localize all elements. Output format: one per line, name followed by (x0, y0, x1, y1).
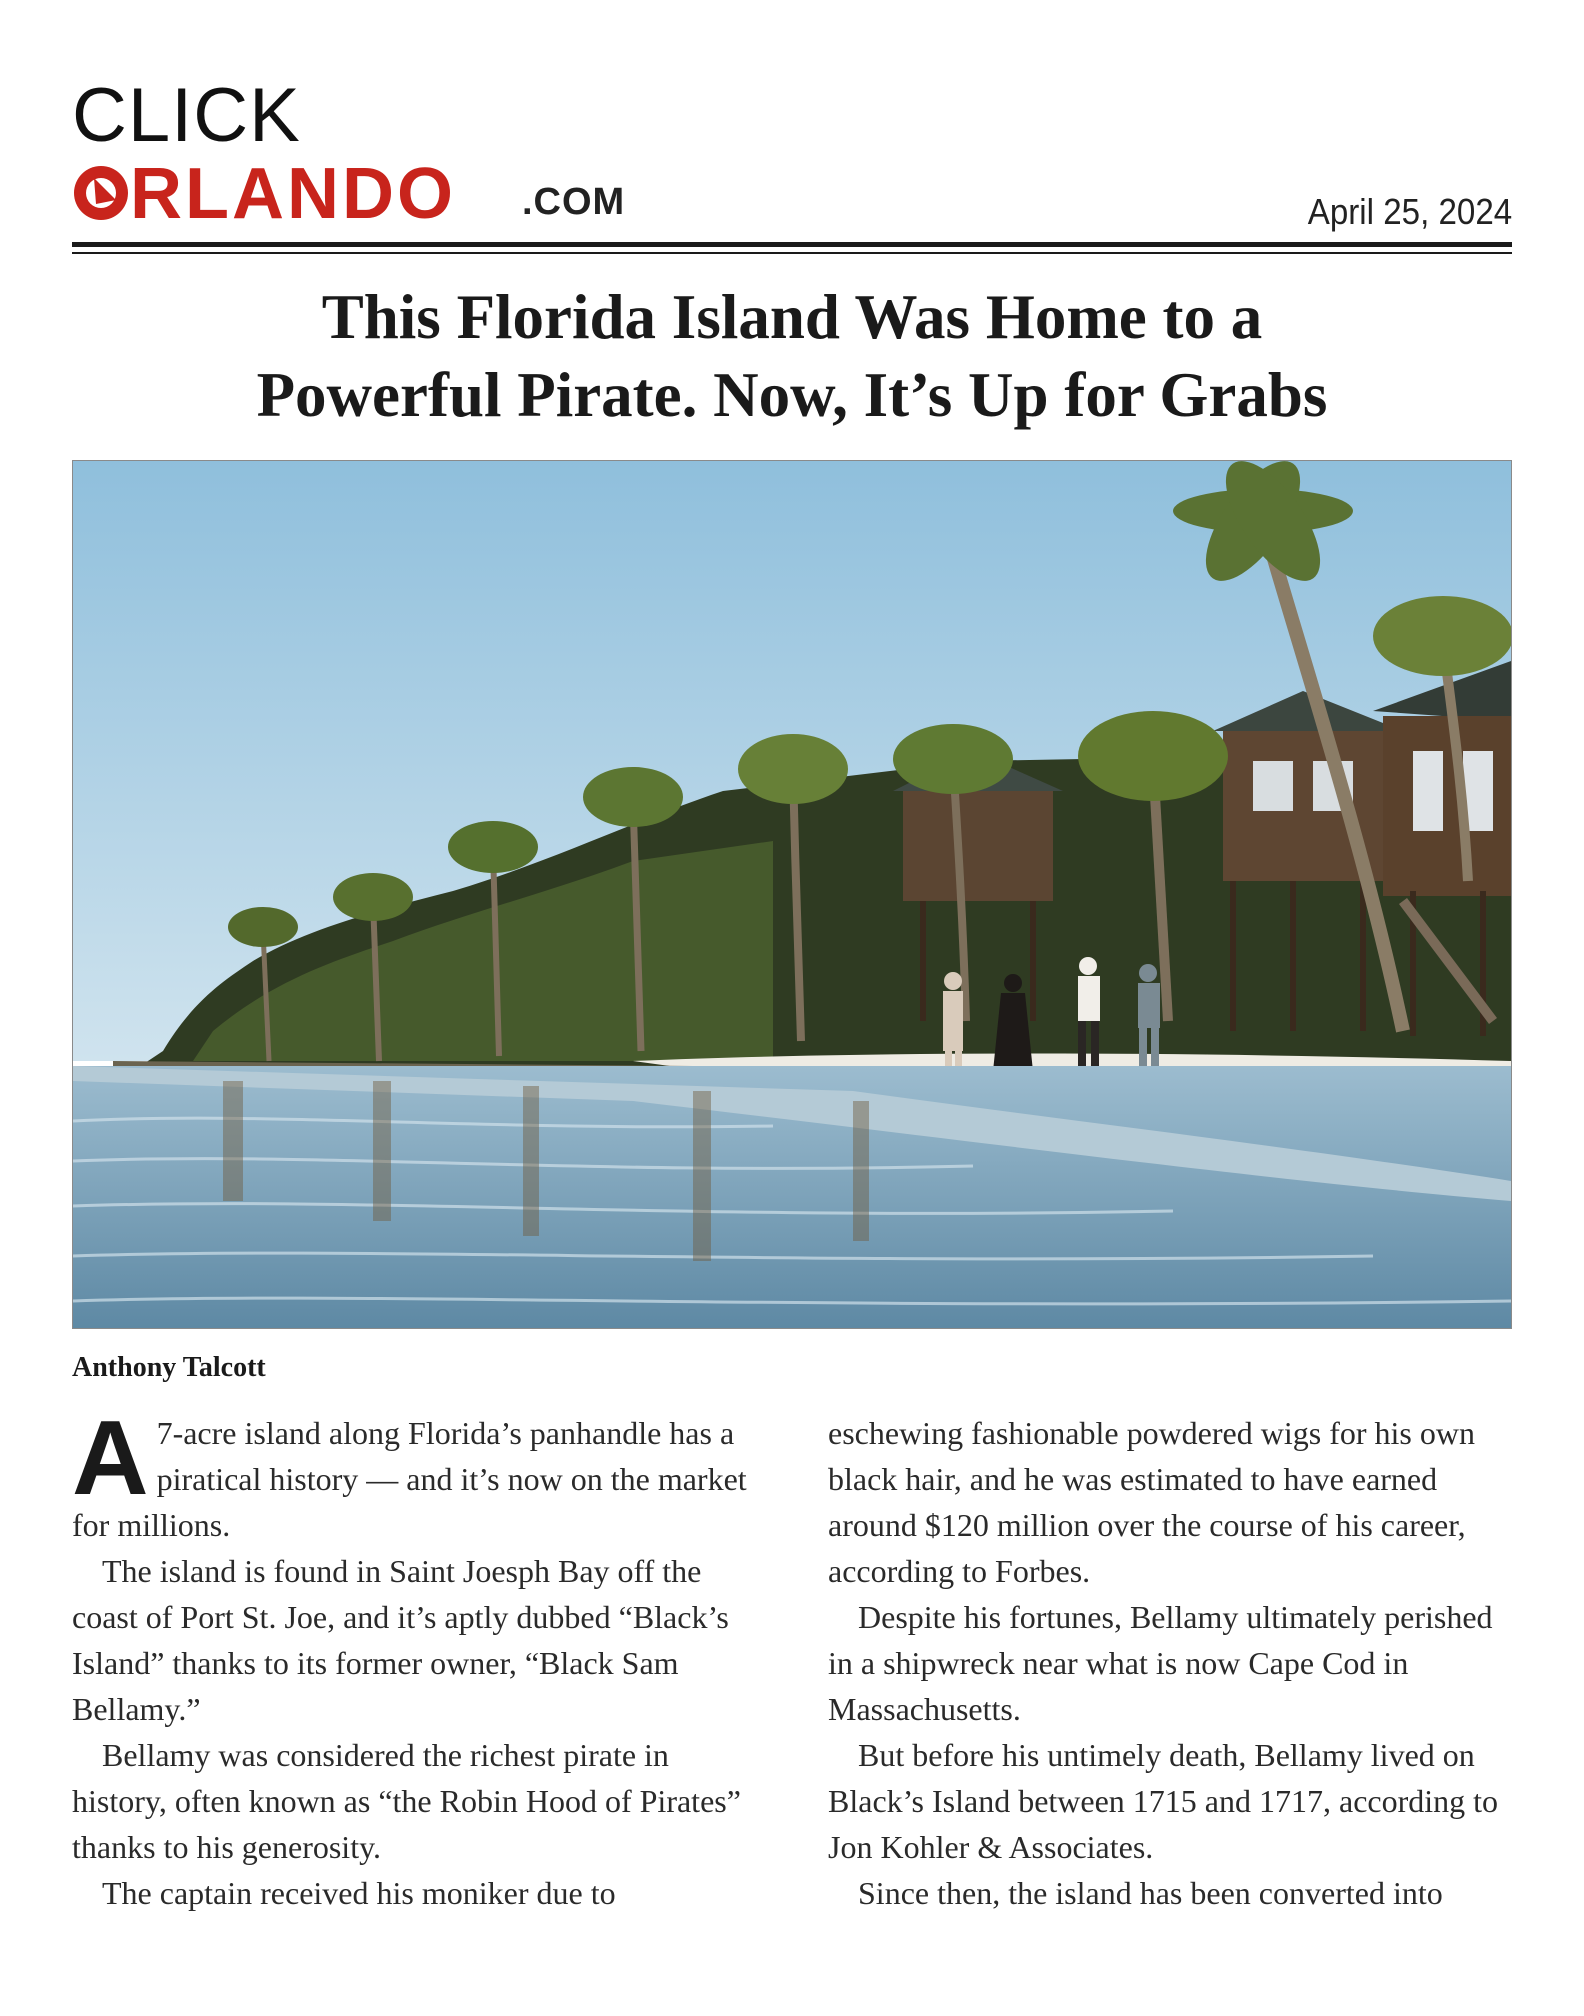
drop-cap: A (72, 1399, 149, 1517)
masthead-rule-thick (72, 242, 1512, 247)
article-headline (72, 278, 1512, 434)
paragraph-3: Bellamy was considered the richest pirate in history, often known as “the Robin Hood of Pirates” thanks to his generosity. (72, 1737, 741, 1865)
article-photo (72, 460, 1512, 1329)
paragraph-5: Despite his fortunes, Bellamy ultimately perished in a shipwreck near what is now Cape Cod in Massachusetts. (828, 1599, 1493, 1727)
logo-com-text: .COM (522, 181, 626, 223)
paragraph-2: The island is found in Saint Joesph Bay off the coast of Port St. Joe, and it’s aptly dubbed “Black’s Island” thanks to its former owner, “Black Sam Bellamy.” (72, 1553, 729, 1727)
publication-date: April 25, 2024 (1307, 191, 1512, 232)
site-logo[interactable] (72, 73, 672, 234)
paragraph-1: A 7-acre island along Florida’s panhandle has a piratical history — and it’s now on the market for millions. (72, 1399, 747, 1543)
paragraph-7: Since then, the island has been converted into (858, 1875, 1443, 1911)
paragraph-6: But before his untimely death, Bellamy lived on Black’s Island between 1715 and 1717, according to Jon Kohler & Associates. (828, 1737, 1499, 1865)
headline-line-2: Powerful Pirate. Now, It’s Up for Grabs (256, 360, 1328, 430)
article-byline: Anthony Talcott (72, 1352, 266, 1383)
island-beach-illustration (73, 461, 1511, 1328)
article-column-left (72, 1399, 752, 1916)
masthead-rule-thin (72, 252, 1512, 254)
paragraph-4-continued: eschewing fashionable powdered wigs for his own black hair, and he was estimated to have earned around $120 million over the course of his career, according to Forbes. (828, 1415, 1475, 1589)
paragraph-4: The captain received his moniker due to (102, 1875, 616, 1911)
logo-orlando-text: RLANDO (130, 154, 456, 234)
logo-click-text: CLICK (72, 73, 301, 158)
headline-line-1: This Florida Island Was Home to a (321, 282, 1263, 352)
article-column-right (828, 1410, 1508, 1916)
logo-o-pin-icon (72, 164, 130, 222)
